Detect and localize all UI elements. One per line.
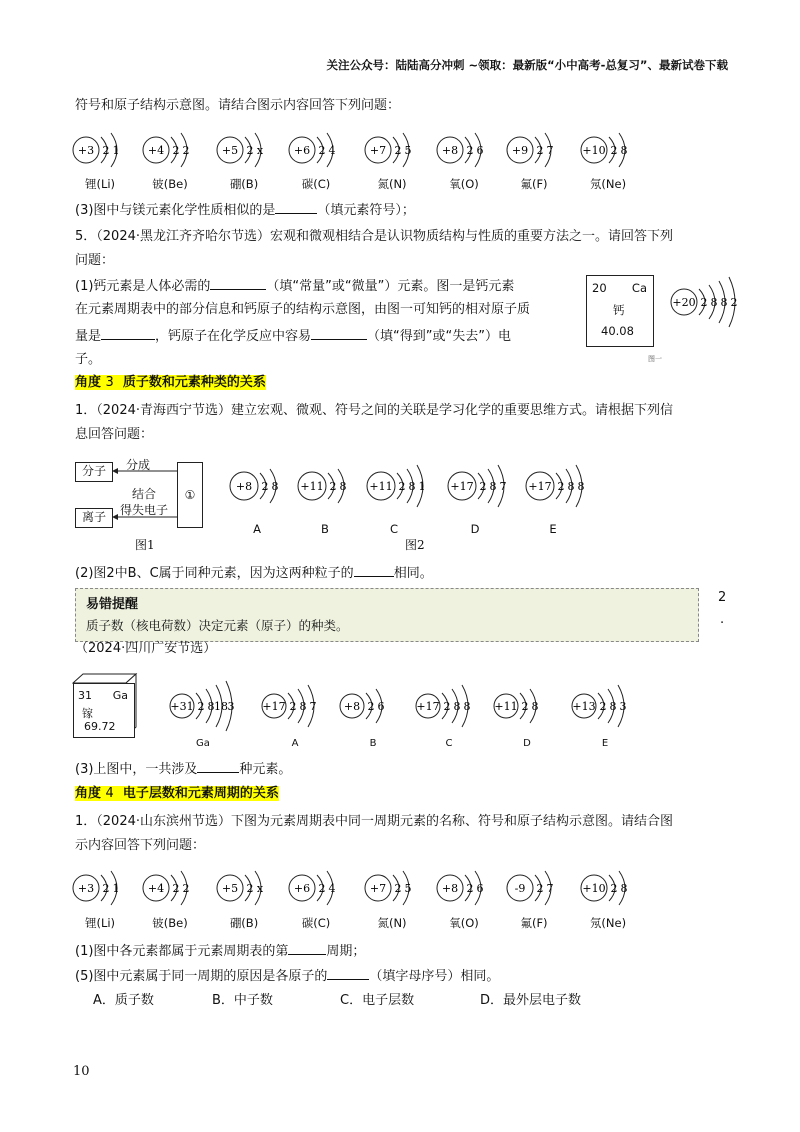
ion-box: 离子 bbox=[75, 508, 113, 528]
section3-heading bbox=[75, 374, 266, 392]
nucleus-charge: +6 bbox=[293, 882, 311, 895]
shell-electron-count: 7 bbox=[309, 700, 317, 713]
atom-label: C bbox=[389, 522, 399, 536]
atom-diagram bbox=[143, 133, 190, 167]
option-d[interactable]: D．最外层电子数 bbox=[480, 993, 582, 1008]
answer-blank[interactable] bbox=[354, 563, 394, 577]
shell-electron-count: x bbox=[256, 144, 264, 157]
q5-line5c: （填“得到”或“失去”）电 bbox=[367, 329, 511, 344]
tip-text: 质子数（核电荷数）决定元素（原子）的种类。 bbox=[86, 618, 349, 633]
atom-diagram bbox=[365, 133, 412, 167]
calcium-element-card bbox=[586, 275, 654, 347]
nucleus-charge: +17 bbox=[450, 480, 474, 493]
atomic-mass: 40.08 bbox=[601, 324, 634, 338]
q5-line3 bbox=[75, 276, 514, 296]
atom-diagram bbox=[365, 871, 412, 905]
nucleus-charge: +17 bbox=[416, 700, 440, 713]
shell-electron-count: x bbox=[256, 882, 264, 895]
q5-after: （填字母序号）相同。 bbox=[369, 969, 500, 984]
q1c-q5 bbox=[75, 966, 499, 986]
atom-label: 碳(C) bbox=[301, 916, 331, 930]
shell-electron-count: 2 bbox=[182, 882, 190, 895]
atom-label: 氖(Ne) bbox=[589, 916, 627, 930]
q5-line5b: ，钙原子在化学反应中容易 bbox=[155, 329, 312, 344]
q5-line3a: (1)钙元素是人体必需的 bbox=[75, 279, 211, 294]
element-name: 钙 bbox=[613, 303, 625, 317]
shell-electron-count: 6 bbox=[476, 882, 484, 895]
shell-electron-count: 8 bbox=[531, 700, 539, 713]
shell-electron-count: 6 bbox=[377, 700, 385, 713]
atom-diagram bbox=[217, 133, 264, 167]
nucleus-charge: +4 bbox=[147, 882, 165, 895]
atom-label: E bbox=[601, 738, 609, 749]
q3-before: (3)图中与镁元素化学性质相似的是 bbox=[75, 203, 276, 218]
answer-blank[interactable] bbox=[101, 326, 155, 340]
shell-electron-count: 8 bbox=[620, 144, 628, 157]
atomic-number: 20 bbox=[592, 281, 607, 295]
atom-diagram bbox=[581, 871, 628, 905]
q1b-line1: 1．（2024·青海西宁节选）建立宏观、微观、符号之间的关联是学习化学的重要思维方式。请根据下列信 bbox=[75, 403, 673, 418]
shell-electron-count: 2 bbox=[197, 700, 205, 713]
shell-electron-count: 2 bbox=[318, 144, 326, 157]
section4-heading bbox=[75, 785, 279, 803]
shell-electron-count: 8 bbox=[609, 700, 617, 713]
shell-electron-count: 2 bbox=[394, 882, 402, 895]
atom-diagram bbox=[230, 469, 279, 503]
nucleus-charge: +8 bbox=[441, 144, 459, 157]
figure1-caption: 图1 bbox=[135, 538, 155, 552]
page-header: 关注公众号：陆陆高分冲刺 ~领取：最新版“小中高考-总复习”、最新试卷下载 bbox=[326, 58, 728, 72]
atom-label: 氮(N) bbox=[377, 177, 407, 191]
atom-diagram bbox=[448, 465, 507, 507]
atom-diagram bbox=[367, 465, 426, 507]
atom-diagram bbox=[289, 133, 336, 167]
q5-before: (5)图中元素属于同一周期的原因是各原子的 bbox=[75, 969, 328, 984]
shell-electron-count: 18 bbox=[214, 700, 228, 713]
atom-label: E bbox=[549, 522, 557, 536]
tip-title: 易错提醒 bbox=[86, 597, 139, 612]
q2c-q3 bbox=[75, 759, 291, 779]
shell-electron-count: 2 bbox=[394, 144, 402, 157]
nucleus-charge: +7 bbox=[369, 882, 387, 895]
shell-electron-count: 8 bbox=[299, 700, 307, 713]
nucleus-charge: +11 bbox=[494, 700, 518, 713]
nucleus-charge: +7 bbox=[369, 144, 387, 157]
nucleus-charge: +5 bbox=[221, 144, 239, 157]
q1b-q2 bbox=[75, 563, 433, 583]
shell-electron-count: 5 bbox=[404, 144, 412, 157]
q3-mg-question bbox=[75, 200, 415, 220]
atom-diagram bbox=[170, 681, 235, 731]
shell-electron-count: 6 bbox=[476, 144, 484, 157]
shell-electron-count: 2 bbox=[536, 144, 544, 157]
center-box: ① bbox=[177, 462, 203, 528]
shell-electron-count: 2 bbox=[599, 700, 607, 713]
shell-electron-count: 2 bbox=[466, 144, 474, 157]
nucleus-charge: +8 bbox=[441, 882, 459, 895]
molecule-box: 分子 bbox=[75, 462, 113, 482]
nucleus-charge: +6 bbox=[293, 144, 311, 157]
shell-electron-count: 2 bbox=[521, 700, 529, 713]
shell-electron-count: 2 bbox=[102, 882, 110, 895]
option-c[interactable]: C．电子层数 bbox=[340, 993, 415, 1008]
side-number: 2 bbox=[718, 590, 727, 605]
atom-diagram bbox=[437, 871, 484, 905]
section3-title: 角度 3 质子数和元素种类的关系 bbox=[75, 375, 266, 390]
atom-diagram bbox=[262, 685, 317, 727]
combine-label: 结合 bbox=[132, 487, 157, 501]
atom-diagram bbox=[73, 133, 120, 167]
atom-diagram bbox=[581, 133, 628, 167]
atomic-number: 31 bbox=[78, 689, 92, 702]
figure-one-caption: 图一 bbox=[648, 355, 662, 363]
shell-electron-count: 1 bbox=[112, 882, 120, 895]
shell-electron-count: 7 bbox=[546, 144, 554, 157]
row1-atom-diagrams bbox=[70, 118, 710, 176]
shell-electron-count: 2 bbox=[610, 882, 618, 895]
shell-electron-count: 2 bbox=[329, 480, 337, 493]
atom-diagram bbox=[73, 871, 120, 905]
atom-diagram bbox=[437, 133, 484, 167]
error-tip-box bbox=[75, 588, 699, 642]
q5-line6: 子。 bbox=[75, 352, 102, 367]
q2-before: (2)图2中B、C属于同种元素，因为这两种粒子的 bbox=[75, 566, 354, 581]
atom-label: C bbox=[445, 738, 453, 749]
answer-blank[interactable] bbox=[275, 200, 317, 214]
gain-loss-label: 得失电子 bbox=[120, 503, 169, 517]
shell-electron-count: 2 bbox=[610, 144, 618, 157]
nucleus-charge: +4 bbox=[147, 144, 165, 157]
shell-electron-count: 3 bbox=[227, 700, 235, 713]
page-number: 10 bbox=[73, 1064, 90, 1079]
atom-label: D bbox=[523, 738, 531, 749]
shell-electron-count: 4 bbox=[328, 882, 336, 895]
shell-electron-count: 2 bbox=[182, 144, 190, 157]
shell-electron-count: 2 bbox=[246, 882, 254, 895]
atom-diagram bbox=[143, 871, 190, 905]
atom-label: B bbox=[321, 522, 329, 536]
q1c-q1 bbox=[75, 941, 365, 961]
shell-electron-count: 1 bbox=[418, 480, 426, 493]
split-label: 分成 bbox=[126, 458, 151, 472]
shell-electron-count: 2 bbox=[479, 480, 487, 493]
shell-electron-count: 2 bbox=[261, 480, 269, 493]
shell-electron-count: 8 bbox=[463, 700, 471, 713]
atom-diagram bbox=[298, 469, 347, 503]
nucleus-charge: +20 bbox=[672, 296, 696, 309]
nucleus-charge: +3 bbox=[77, 882, 95, 895]
shell-electron-count: 8 bbox=[620, 882, 628, 895]
shell-electron-count: 2 bbox=[102, 144, 110, 157]
shell-electron-count: 2 bbox=[172, 144, 180, 157]
atomic-mass: 69.72 bbox=[84, 720, 116, 733]
answer-blank[interactable] bbox=[311, 326, 367, 340]
atom-diagram bbox=[340, 689, 385, 723]
nucleus-charge: +11 bbox=[300, 480, 324, 493]
shell-electron-count: 8 bbox=[453, 700, 461, 713]
q3-before: (3)上图中，一共涉及 bbox=[75, 762, 198, 777]
shell-electron-count: 8 bbox=[710, 296, 718, 309]
shell-electron-count: 2 bbox=[700, 296, 708, 309]
shell-electron-count: 2 bbox=[536, 882, 544, 895]
answer-blank[interactable] bbox=[197, 759, 239, 773]
shell-electron-count: 8 bbox=[567, 480, 575, 493]
shell-electron-count: 2 bbox=[289, 700, 297, 713]
shell-electron-count: 8 bbox=[207, 700, 215, 713]
answer-blank[interactable] bbox=[288, 941, 326, 955]
atom-label: Ga bbox=[196, 738, 210, 749]
nucleus-charge: -9 bbox=[514, 882, 526, 895]
atom-diagram bbox=[572, 685, 627, 727]
option-b[interactable]: B．中子数 bbox=[212, 993, 273, 1008]
shell-electron-count: 2 bbox=[730, 296, 738, 309]
atom-label: 氟(F) bbox=[520, 177, 548, 191]
shell-electron-count: 8 bbox=[408, 480, 416, 493]
side-dot: . bbox=[720, 612, 725, 627]
shell-electron-count: 8 bbox=[271, 480, 279, 493]
nucleus-charge: +17 bbox=[528, 480, 552, 493]
calcium-atom-diagram bbox=[662, 256, 772, 346]
options-row bbox=[93, 992, 581, 1010]
shell-electron-count: 7 bbox=[546, 882, 554, 895]
shell-electron-count: 1 bbox=[112, 144, 120, 157]
shell-electron-count: 8 bbox=[489, 480, 497, 493]
shell-electron-count: 5 bbox=[404, 882, 412, 895]
nucleus-charge: +10 bbox=[582, 144, 606, 157]
q2c-atom-diagrams bbox=[168, 672, 648, 742]
atom-diagram bbox=[289, 871, 336, 905]
nucleus-charge: +9 bbox=[511, 144, 529, 157]
answer-blank[interactable] bbox=[327, 966, 369, 980]
atom-label: 氮(N) bbox=[377, 916, 407, 930]
shell-electron-count: 4 bbox=[328, 144, 336, 157]
gallium-element-card bbox=[73, 683, 135, 738]
shell-electron-count: 2 bbox=[557, 480, 565, 493]
shell-electron-count: 7 bbox=[499, 480, 507, 493]
atom-label: 氖(Ne) bbox=[589, 177, 627, 191]
q5-line3b: （填“常量”或“微量”）元素。图一是钙元素 bbox=[266, 279, 515, 294]
atom-diagram bbox=[671, 277, 738, 327]
atom-label: 硼(B) bbox=[229, 177, 259, 191]
q1-before: (1)图中各元素都属于元素周期表的第 bbox=[75, 944, 289, 959]
figure2-atom-diagrams bbox=[226, 452, 616, 522]
q1b-line2: 息回答问题： bbox=[75, 427, 154, 442]
section4-title: 角度 4 电子层数和元素周期的关系 bbox=[75, 786, 279, 801]
atom-diagram bbox=[507, 871, 554, 905]
shell-electron-count: 8 bbox=[720, 296, 728, 309]
shell-electron-count: 8 bbox=[339, 480, 347, 493]
shell-electron-count: 2 bbox=[172, 882, 180, 895]
atom-label: 锂(Li) bbox=[84, 916, 116, 930]
figure2-caption: 图2 bbox=[405, 538, 425, 552]
atom-label: 碳(C) bbox=[301, 177, 331, 191]
option-a[interactable]: A．质子数 bbox=[93, 993, 154, 1008]
shell-electron-count: 2 bbox=[466, 882, 474, 895]
atom-label: 铍(Be) bbox=[152, 916, 188, 930]
element-symbol: Ga bbox=[112, 689, 128, 702]
nucleus-charge: +17 bbox=[262, 700, 286, 713]
shell-electron-count: 2 bbox=[367, 700, 375, 713]
q3-after: （填元素符号）； bbox=[317, 203, 415, 218]
element-symbol: Ca bbox=[631, 281, 647, 295]
q3-after: 种元素。 bbox=[239, 762, 292, 777]
atom-label: 氧(O) bbox=[449, 177, 479, 191]
element-name: 镓 bbox=[82, 707, 93, 720]
answer-blank[interactable] bbox=[210, 276, 266, 290]
shell-electron-count: 3 bbox=[619, 700, 627, 713]
q1c-line2: 示内容回答下列问题： bbox=[75, 838, 206, 853]
q5-line1: 5．（2024·黑龙江齐齐哈尔节选）宏观和微观相结合是认识物质结构与性质的重要方法之一。请回答下列 bbox=[75, 229, 673, 244]
shell-electron-count: 2 bbox=[318, 882, 326, 895]
nucleus-charge: +13 bbox=[572, 700, 596, 713]
shell-electron-count: 2 bbox=[398, 480, 406, 493]
intro-line: 符号和原子结构示意图。请结合图示内容回答下列问题： bbox=[75, 98, 401, 113]
q5-line5 bbox=[75, 326, 511, 346]
atom-label: 硼(B) bbox=[229, 916, 259, 930]
atom-label: A bbox=[253, 522, 261, 536]
atom-label: 锂(Li) bbox=[84, 177, 116, 191]
q2-after: 相同。 bbox=[393, 566, 433, 581]
atom-diagram bbox=[217, 871, 264, 905]
shell-electron-count: 2 bbox=[246, 144, 254, 157]
q1c-line1: 1．（2024·山东滨州节选）下图为元素周期表中同一周期元素的名称、符号和原子结构示意图。请结合图 bbox=[75, 814, 673, 829]
shell-electron-count: 2 bbox=[443, 700, 451, 713]
atom-label: 氟(F) bbox=[520, 916, 548, 930]
atom-label: 氧(O) bbox=[449, 916, 479, 930]
nucleus-charge: +11 bbox=[369, 480, 393, 493]
nucleus-charge: +8 bbox=[343, 700, 361, 713]
atom-label: B bbox=[369, 738, 377, 749]
atom-diagram bbox=[416, 685, 471, 727]
shell-electron-count: 8 bbox=[577, 480, 585, 493]
nucleus-charge: +10 bbox=[582, 882, 606, 895]
nucleus-charge: +31 bbox=[170, 700, 194, 713]
q1-after: 周期； bbox=[326, 944, 366, 959]
row2-atom-diagrams bbox=[70, 858, 710, 916]
atom-diagram bbox=[526, 465, 585, 507]
q5-line2: 问题： bbox=[75, 253, 115, 268]
atom-diagram bbox=[507, 133, 554, 167]
atom-label: A bbox=[291, 738, 299, 749]
q2c-source: （2024·四川广安节选） bbox=[75, 641, 217, 656]
nucleus-charge: +8 bbox=[235, 480, 253, 493]
q5-line5a: 量是 bbox=[75, 329, 102, 344]
nucleus-charge: +3 bbox=[77, 144, 95, 157]
nucleus-charge: +5 bbox=[221, 882, 239, 895]
atom-label: D bbox=[470, 522, 480, 536]
atom-label: 铍(Be) bbox=[152, 177, 188, 191]
q5-line4: 在元素周期表中的部分信息和钙原子的结构示意图，由图一可知钙的相对原子质 bbox=[75, 302, 531, 317]
atom-diagram bbox=[494, 689, 539, 723]
